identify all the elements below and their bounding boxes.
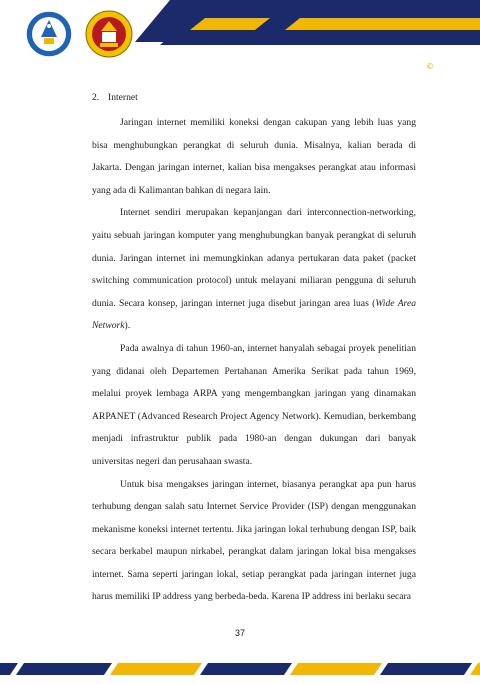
kemdikbud-logo: [24, 9, 74, 59]
section-heading: [92, 92, 416, 104]
page-number: 37: [234, 628, 245, 638]
footer-stripes: [0, 659, 480, 679]
paragraph-3: [92, 338, 416, 474]
paragraph-suffix: ).: [124, 320, 131, 332]
paragraph-1: [92, 112, 416, 202]
header-mark: ©: [426, 62, 434, 71]
paragraph-2: [92, 202, 416, 338]
paragraph-text: Internet sendiri merupakan kepanjangan dari interconnection-networking, yaitu sebuah jaringan komputer yang menghubungkan banyak perangkat di seluruh dunia. Jaringan internet ini memungkinkan adanya pertukaran data paket (packet switching communication protocol) untuk melayani miliaran pengguna di seluruh dunia. Secara konsep, jaringan internet juga disebut jaringan area luas (: [92, 207, 416, 309]
section-number: 2.: [92, 92, 100, 103]
page-content: [92, 92, 416, 609]
page-footer: [0, 659, 480, 679]
paragraph-4: [92, 474, 416, 610]
paragraph-text: Pada awalnya di tahun 1960-an, internet hanyalah sebagai proyek penelitian yang didanai oleh Departemen Pertahanan Amerika Serikat pada tahun 1969, melalui proyek lembaga ARPA yang mengembangkan jaringan yang dinamakan ARPANET (Advanced Research Project Agency Network). Kemudian, berkembang menjadi infrastruktur publik pada 1980-an dengan dukungan dari banyak universitas negeri dan perusahaan swasta.: [92, 342, 416, 467]
page-header: [0, 0, 480, 70]
section-title: Internet: [108, 92, 138, 103]
university-logo: [84, 9, 134, 59]
paragraph-text: Jaringan internet memiliki koneksi dengan cakupan yang lebih luas yang bisa menghubungkan perangkat di seluruh dunia. Misalnya, kalian berada di Jakarta. Dengan jaringan internet, kalian bisa mengakses perangkat atau informasi yang ada di Kalimantan bahkan di negara lain.: [92, 117, 416, 196]
paragraph-text: Untuk bisa mengakses jaringan internet, biasanya perangkat apa pun harus terhubung dengan salah satu Internet Service Provider (ISP) dengan menggunakan mekanisme koneksi internet tertentu. Jika jaringan lokal terhubung dengan ISP, baik secara berkabel maupun nirkabel, perangkat dalam jaringan lokal bisa mengakses internet. Sama seperti jaringan lokal, setiap perangkat pada jaringan internet juga harus memiliki IP address yang berbeda-beda. Karena IP address ini berlaku secara: [92, 478, 416, 603]
italic-term: Wide Area Network: [92, 297, 416, 332]
